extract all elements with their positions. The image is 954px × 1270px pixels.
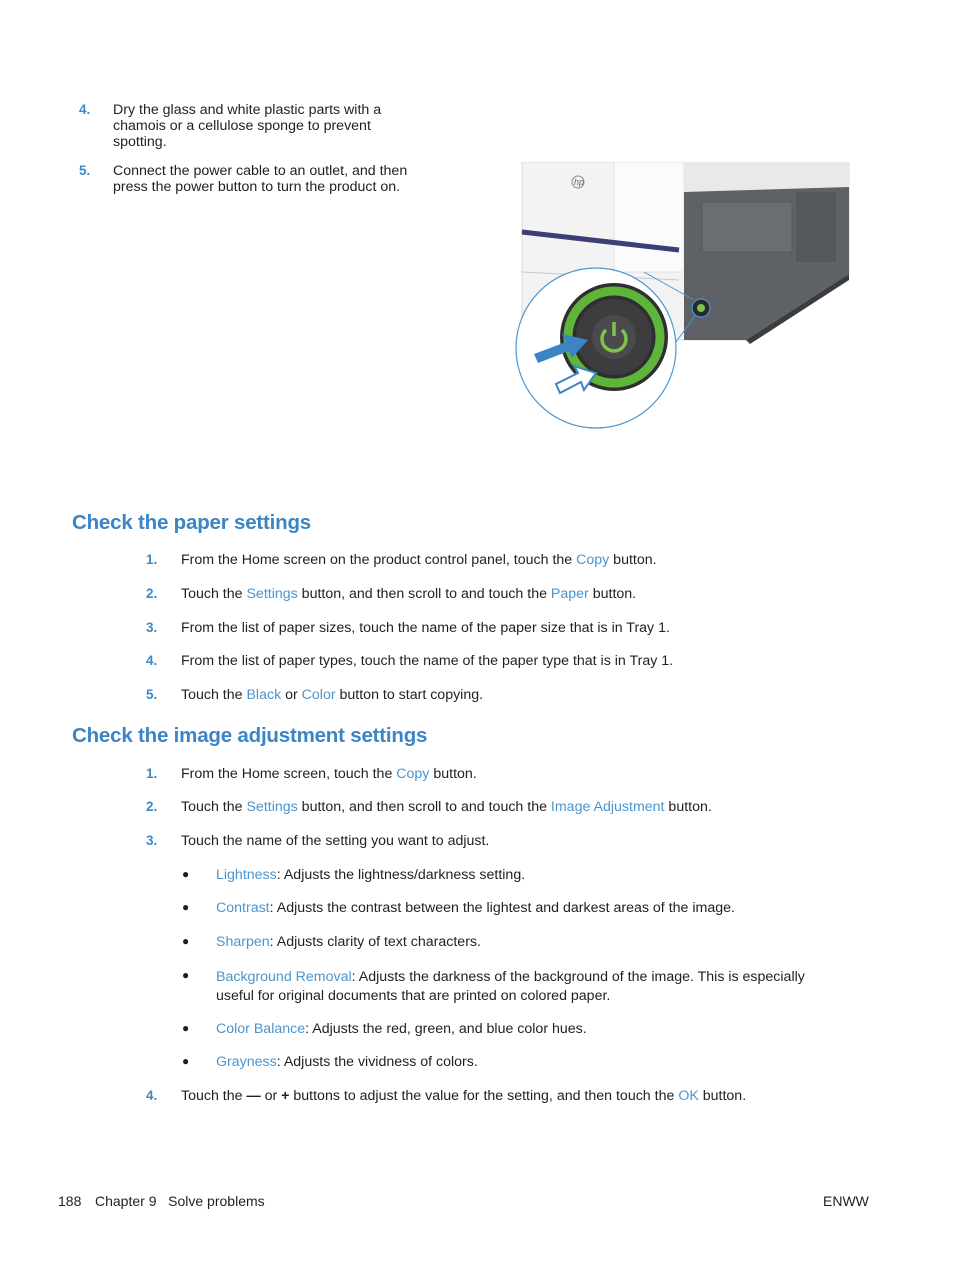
settings-link: Settings (246, 586, 298, 602)
paper-link: Paper (550, 586, 589, 602)
section-heading: Check the paper settings (72, 511, 311, 534)
bullet-icon: ● (182, 1054, 190, 1068)
settings-link: Settings (246, 799, 298, 815)
step-number: 3. (146, 833, 158, 848)
step-number: 1. (146, 552, 158, 567)
plus-symbol: + (281, 1088, 290, 1104)
step-number: 3. (146, 620, 158, 635)
bullet-icon: ● (182, 1021, 190, 1035)
step-text: Touch the name of the setting you want to adjust. (181, 833, 490, 849)
section-heading: Check the image adjustment settings (72, 724, 428, 747)
step-text: From the list of paper types, touch the name of the paper type that is in Tray 1. (181, 653, 674, 669)
bullet-item: Color Balance: Adjusts the red, green, and blue color hues. (216, 1021, 587, 1037)
step-number: 2. (146, 799, 158, 814)
step-number: 1. (146, 766, 158, 781)
step-text: From the Home screen on the product control panel, touch the Copy button. (181, 552, 657, 568)
footer-enww: ENWW (823, 1193, 869, 1209)
color-link: Color (301, 687, 336, 703)
step-number: 2. (146, 586, 158, 601)
step-number: 4. (79, 102, 91, 117)
step-text: Touch the Black or Color button to start copying. (181, 687, 484, 703)
ok-link: OK (678, 1088, 699, 1104)
minus-symbol: — (246, 1088, 261, 1104)
bullet-icon: ● (182, 867, 190, 881)
step-number: 4. (146, 653, 158, 668)
bullet-item: Background Removal: Adjusts the darkness of the background of the image. This is especially useful for original documents that are printed on colored paper. (216, 969, 805, 1004)
bullet-item: Grayness: Adjusts the vividness of colors. (216, 1054, 478, 1070)
bullet-icon: ● (182, 934, 190, 948)
step-number: 5. (79, 163, 91, 178)
bullet-item: Lightness: Adjusts the lightness/darkness setting. (216, 867, 526, 883)
step-text: Touch the Settings button, and then scroll to and touch the Paper button. (181, 586, 637, 602)
step-text: Dry the glass and white plastic parts with a chamois or a cellulose sponge to prevent spotting. (113, 102, 382, 150)
chapter-label: Chapter 9 Solve problems (95, 1193, 265, 1209)
copy-link: Copy (396, 766, 430, 782)
step-text: Touch the — or + buttons to adjust the value for the setting, and then touch the OK button. (181, 1088, 747, 1104)
black-link: Black (246, 687, 282, 703)
page-number: 188 (58, 1193, 82, 1209)
bullet-item: Sharpen: Adjusts clarity of text characters. (216, 934, 481, 950)
printer-power-illustration (514, 162, 854, 430)
bullet-icon: ● (182, 968, 190, 982)
step-number: 4. (146, 1088, 158, 1103)
step-text: Connect the power cable to an outlet, and then press the power button to turn the product on. (113, 163, 408, 195)
hp-logo: hp (574, 177, 585, 187)
bullet-icon: ● (182, 900, 190, 914)
image-adjustment-link: Image Adjustment (550, 799, 665, 815)
step-text: From the Home screen, touch the Copy button. (181, 766, 477, 782)
bullet-item: Contrast: Adjusts the contrast between the lightest and darkest areas of the image. (216, 900, 735, 916)
step-text: Touch the Settings button, and then scroll to and touch the Image Adjustment button. (181, 799, 712, 815)
copy-link: Copy (576, 552, 610, 568)
step-number: 5. (146, 687, 158, 702)
step-text: From the list of paper sizes, touch the name of the paper size that is in Tray 1. (181, 620, 670, 636)
